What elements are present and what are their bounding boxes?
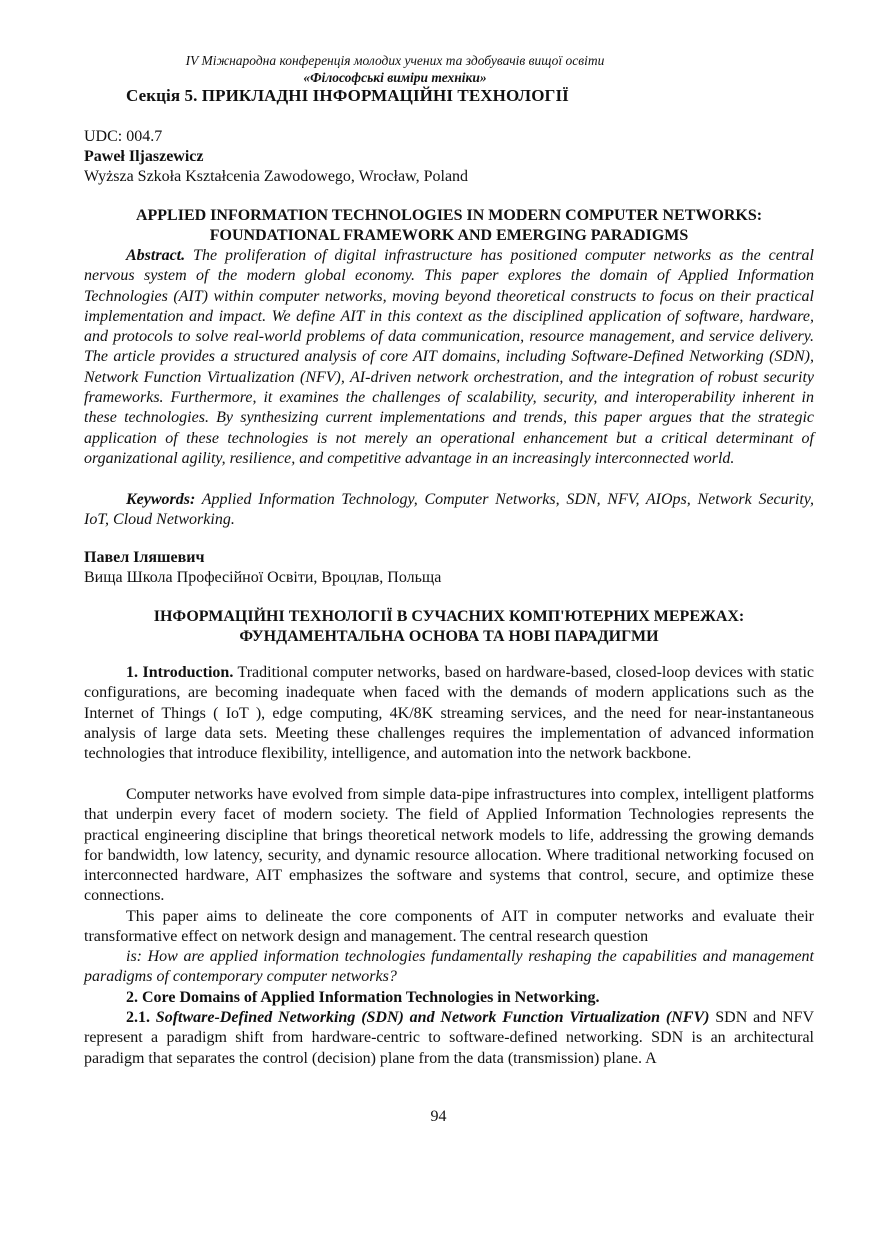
subsection-2-1-number: 2.1. — [126, 1009, 150, 1026]
section-2-heading: 2. Core Domains of Applied Information Technologies in Networking. — [126, 989, 600, 1006]
introduction-paragraph — [84, 663, 814, 764]
body-paragraph-3: This paper aims to delineate the core components of AIT in computer networks and evaluate their transformative effect on network design and management. The central research question — [84, 908, 814, 946]
research-question: is: How are applied information technologies fundamentally reshaping the capabilities and management paradigms of contemporary computer networks? — [84, 948, 814, 986]
title-en-line-2: FOUNDATIONAL FRAMEWORK AND EMERGING PARADIGMS — [209, 227, 689, 244]
author-name-ua: Павел Іляшевич — [84, 549, 205, 566]
keywords-label: Keywords: — [126, 491, 196, 508]
conference-name: «Філософські виміри техніки» — [303, 70, 487, 85]
abstract-label: Abstract. — [126, 247, 186, 264]
paper-title-en — [84, 206, 814, 246]
affiliation-ua: Вища Школа Професійної Освіти, Вроцлав, Польща — [84, 569, 442, 586]
title-en-line-1: APPLIED INFORMATION TECHNOLOGIES IN MODERN COMPUTER NETWORKS: — [135, 207, 763, 224]
subsection-2-1-text: SDN and NFV represent a paradigm shift from hardware-centric to software-defined networking. SDN is an architectural paradigm that separates the control (decision) plane from the data (transmission) plane. A — [84, 1009, 814, 1067]
subsection-2-1-paragraph — [84, 1008, 814, 1069]
title-ua-line-2: ФУНДАМЕНТАЛЬНА ОСНОВА ТА НОВІ ПАРАДИГМИ — [239, 628, 659, 645]
paper-title-ua — [84, 607, 814, 647]
page-number: 94 — [430, 1108, 447, 1125]
conference-header: IV Міжнародна конференція молодих учених та здобувачів вищої освіти — [185, 53, 605, 68]
keywords-text: Applied Information Technology, Computer Networks, SDN, NFV, AIOps, Network Security, IoT, Cloud Networking. — [84, 491, 814, 529]
section-heading: Секція 5. ПРИКЛАДНІ ІНФОРМАЦІЙНІ ТЕХНОЛОГІЇ — [126, 86, 569, 105]
author-name-en: Paweł Iljaszewicz — [84, 148, 204, 165]
introduction-text: Traditional computer networks, based on hardware-based, closed-loop devices with static configurations, are becoming inadequate when faced with the demands of modern applications such as the Internet of Things ( IoT ), edge computing, 4K/8K streaming services, and the need for near-instantaneous analysis of large data sets. Meeting these challenges requires the implementation of advanced information technologies that introduce flexibility, intelligence, and automation into the network backbone. — [84, 664, 814, 763]
udc-code: UDC: 004.7 — [84, 128, 163, 145]
affiliation-en: Wyższa Szkoła Kształcenia Zawodowego, Wrocław, Poland — [84, 168, 469, 185]
introduction-heading: 1. Introduction. — [126, 664, 234, 681]
abstract — [84, 246, 814, 469]
abstract-text: The proliferation of digital infrastructure has positioned computer networks as the central nervous system of the modern global economy. This paper explores the domain of Applied Information Technologies (AIT) within computer networks, moving beyond theoretical constructs to focus on their practical implementation and impact. We define AIT in this context as the disciplined application of software, hardware, and protocols to solve real-world problems of data communication, resource management, and service delivery. The article provides a structured analysis of core AIT domains, including Software-Defined Networking (SDN), Network Function Virtualization (NFV), AI-driven network orchestration, and the integration of robust security frameworks. Furthermore, it examines the challenges of scalability, security, and interoperability inherent in these technologies. By synthesizing current implementations and trends, this paper argues that the strategic application of these technologies is not merely an operational enhancement but a critical determinant of organizational agility, resilience, and competitive advantage in an increasingly interconnected world. — [84, 247, 814, 467]
subsection-2-1-title: Software-Defined Networking (SDN) and Network Function Virtualization (NFV) — [150, 1009, 710, 1026]
title-ua-line-1: ІНФОРМАЦІЙНІ ТЕХНОЛОГІЇ В СУЧАСНИХ КОМП'ЮТЕРНИХ МЕРЕЖАХ: — [153, 608, 745, 625]
body-paragraph-2: Computer networks have evolved from simple data-pipe infrastructures into complex, intelligent platforms that underpin every facet of modern society. The field of Applied Information Technologies represents the practical engineering discipline that brings theoretical network models to life, addressing the growing demands for bandwidth, low latency, security, and dynamic resource allocation. Where traditional networking focused on interconnected hardware, AIT emphasizes the software and systems that control, secure, and optimize these connections. — [84, 786, 814, 905]
keywords — [84, 490, 814, 531]
